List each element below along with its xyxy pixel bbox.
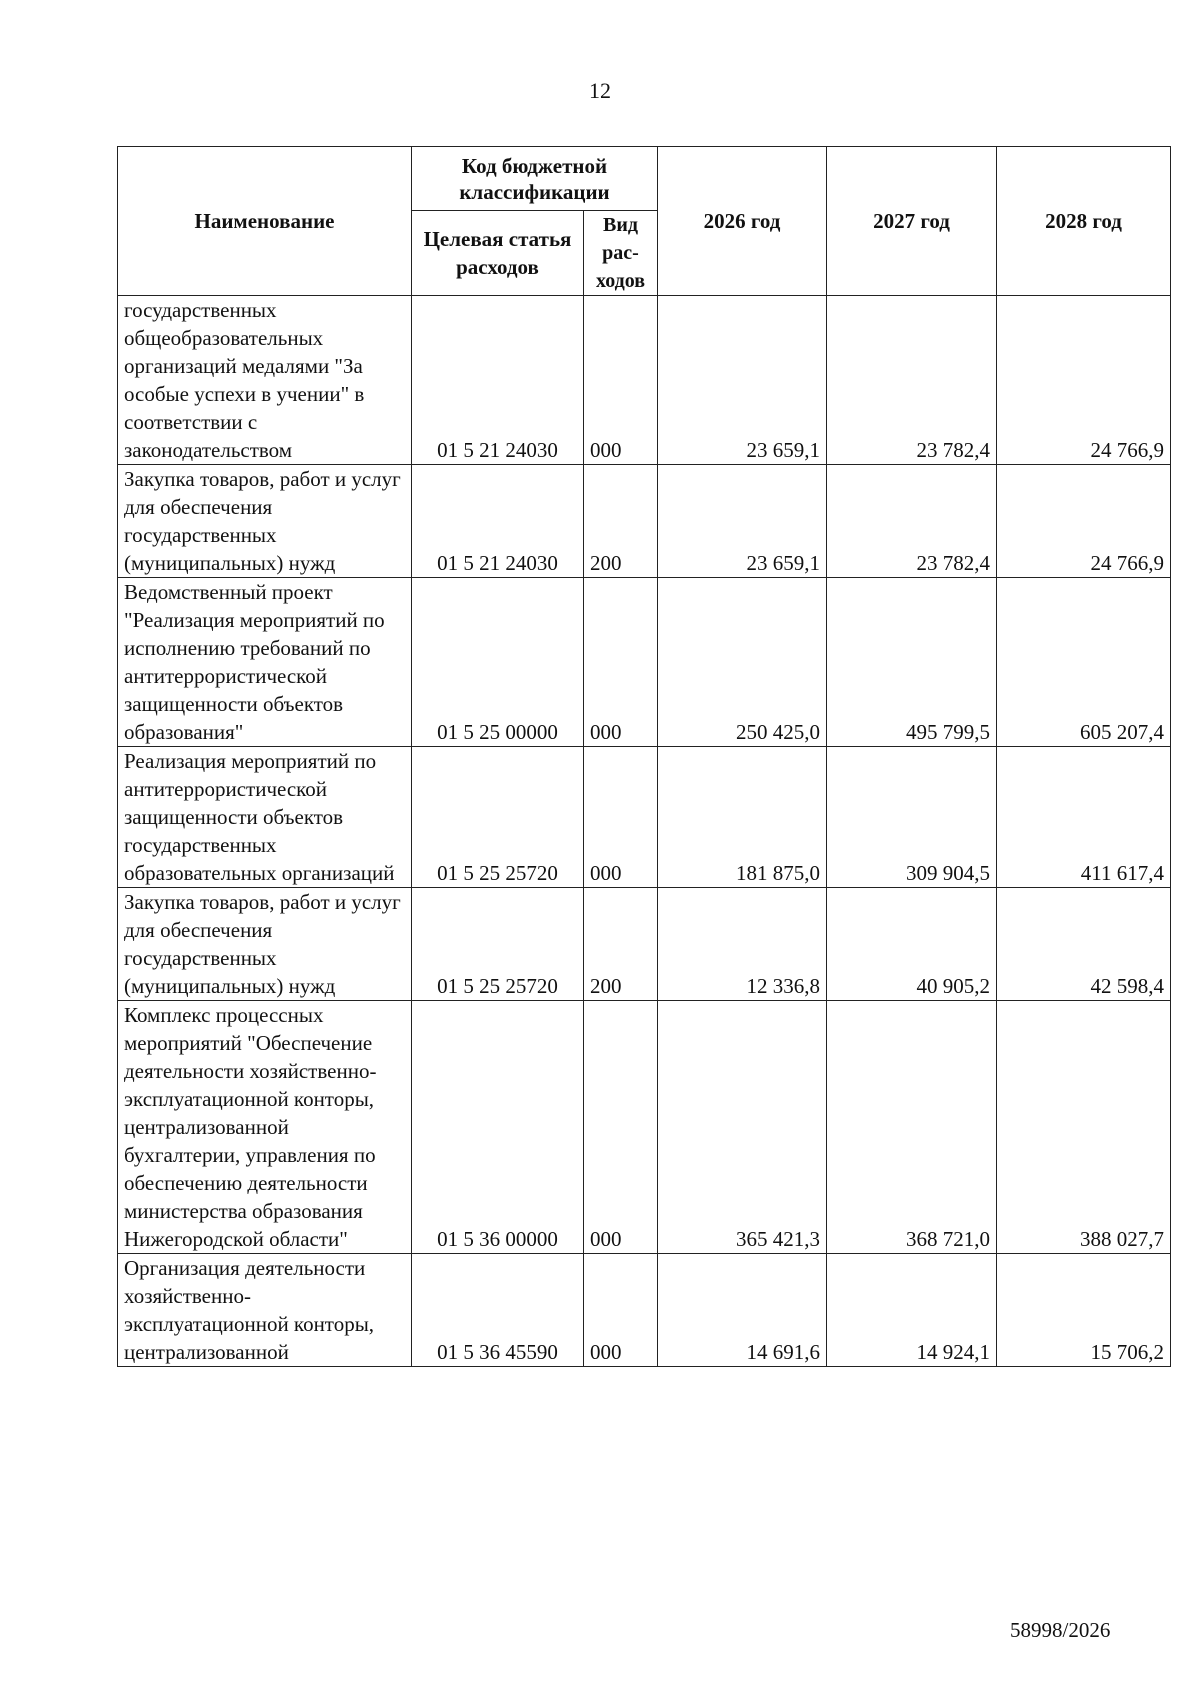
header-code-group: Код бюджетной классификации bbox=[412, 147, 658, 211]
header-expense-kind: Вид рас- ходов bbox=[584, 211, 658, 296]
document-number: 58998/2026 bbox=[1010, 1618, 1111, 1642]
row-amount-2028: 42 598,4 bbox=[997, 888, 1171, 1001]
row-expense-kind: 000 bbox=[584, 578, 658, 747]
table-row bbox=[118, 296, 1171, 465]
row-amount-2027: 495 799,5 bbox=[827, 578, 997, 747]
row-name: Комплекс процессных мероприятий "Обеспечение деятельности хозяйственно-эксплуатационной конторы, централизованной бухгалтерии, управления по обеспечению деятельности министерства образования Нижегородской области" bbox=[118, 1001, 412, 1254]
row-expense-kind: 200 bbox=[584, 465, 658, 578]
header-year-2027: 2027 год bbox=[827, 147, 997, 296]
row-amount-2027: 309 904,5 bbox=[827, 747, 997, 888]
row-target-code: 01 5 21 24030 bbox=[412, 296, 584, 465]
row-expense-kind: 200 bbox=[584, 888, 658, 1001]
row-name: Ведомственный проект "Реализация мероприятий по исполнению требований по антитеррористической защищенности объектов образования" bbox=[118, 578, 412, 747]
row-amount-2026: 12 336,8 bbox=[658, 888, 827, 1001]
row-target-code: 01 5 25 25720 bbox=[412, 888, 584, 1001]
header-year-2026: 2026 год bbox=[658, 147, 827, 296]
row-name: Организация деятельности хозяйственно-эксплуатационной конторы, централизованной bbox=[118, 1254, 412, 1367]
row-amount-2026: 181 875,0 bbox=[658, 747, 827, 888]
row-amount-2028: 411 617,4 bbox=[997, 747, 1171, 888]
row-target-code: 01 5 25 25720 bbox=[412, 747, 584, 888]
row-expense-kind: 000 bbox=[584, 1001, 658, 1254]
row-target-code: 01 5 36 45590 bbox=[412, 1254, 584, 1367]
row-amount-2028: 15 706,2 bbox=[997, 1254, 1171, 1367]
row-amount-2028: 605 207,4 bbox=[997, 578, 1171, 747]
row-amount-2026: 23 659,1 bbox=[658, 296, 827, 465]
page-number: 12 bbox=[589, 78, 611, 103]
row-amount-2028: 24 766,9 bbox=[997, 296, 1171, 465]
row-expense-kind: 000 bbox=[584, 747, 658, 888]
table-row bbox=[118, 465, 1171, 578]
row-name: Закупка товаров, работ и услуг для обеспечения государственных (муниципальных) нужд bbox=[118, 465, 412, 578]
table-row bbox=[118, 1254, 1171, 1367]
header-year-2028: 2028 год bbox=[997, 147, 1171, 296]
header-name: Наименование bbox=[118, 147, 412, 296]
row-name: Реализация мероприятий по антитеррористической защищенности объектов государственных образовательных организаций bbox=[118, 747, 412, 888]
row-amount-2026: 365 421,3 bbox=[658, 1001, 827, 1254]
table-row bbox=[118, 888, 1171, 1001]
row-expense-kind: 000 bbox=[584, 296, 658, 465]
row-target-code: 01 5 25 00000 bbox=[412, 578, 584, 747]
row-name: Закупка товаров, работ и услуг для обеспечения государственных (муниципальных) нужд bbox=[118, 888, 412, 1001]
row-name: государственных общеобразовательных организаций медалями "За особые успехи в учении" в соответствии с законодательством bbox=[118, 296, 412, 465]
row-amount-2027: 14 924,1 bbox=[827, 1254, 997, 1367]
row-amount-2027: 40 905,2 bbox=[827, 888, 997, 1001]
budget-table bbox=[117, 146, 1171, 1367]
row-amount-2027: 368 721,0 bbox=[827, 1001, 997, 1254]
row-amount-2027: 23 782,4 bbox=[827, 465, 997, 578]
row-expense-kind: 000 bbox=[584, 1254, 658, 1367]
table-row bbox=[118, 1001, 1171, 1254]
header-target-article: Целевая статья расходов bbox=[412, 211, 584, 296]
table-header-row bbox=[118, 147, 1171, 211]
row-target-code: 01 5 36 00000 bbox=[412, 1001, 584, 1254]
row-amount-2027: 23 782,4 bbox=[827, 296, 997, 465]
row-amount-2028: 388 027,7 bbox=[997, 1001, 1171, 1254]
table-row bbox=[118, 578, 1171, 747]
row-amount-2026: 250 425,0 bbox=[658, 578, 827, 747]
row-target-code: 01 5 21 24030 bbox=[412, 465, 584, 578]
row-amount-2028: 24 766,9 bbox=[997, 465, 1171, 578]
row-amount-2026: 23 659,1 bbox=[658, 465, 827, 578]
row-amount-2026: 14 691,6 bbox=[658, 1254, 827, 1367]
table-row bbox=[118, 747, 1171, 888]
